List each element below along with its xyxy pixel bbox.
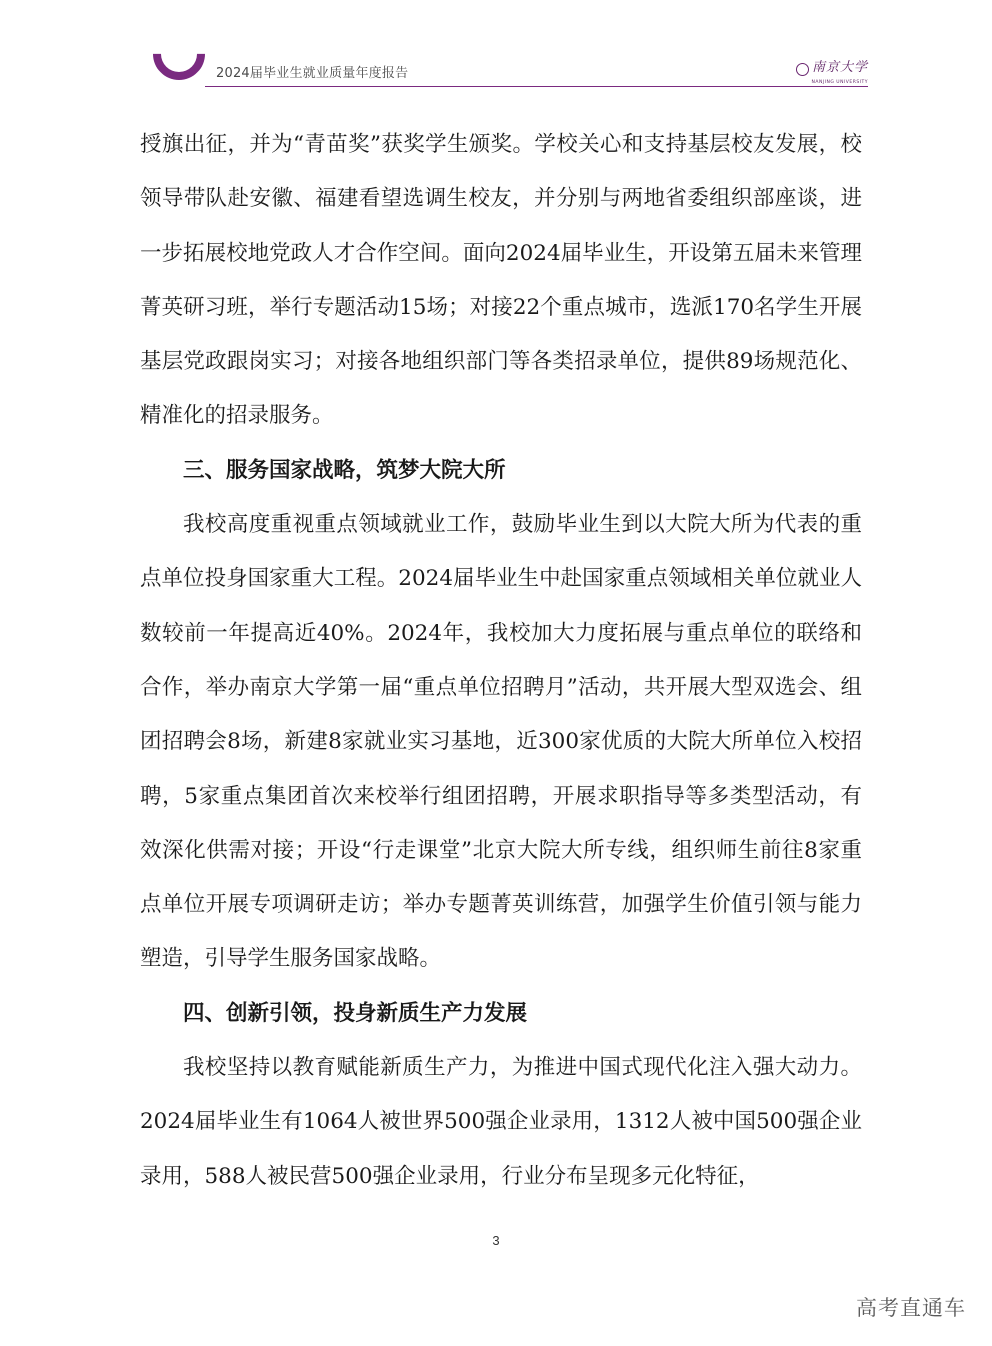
university-seal-icon	[796, 63, 809, 76]
page-number: 3	[492, 1233, 500, 1248]
section-heading-4: 四、创新引领，投身新质生产力发展	[183, 1000, 528, 1026]
logo-text: 南京大学	[811, 60, 868, 75]
document-body	[140, 118, 862, 1204]
logo-subtext: NANJING UNIVERSITY	[811, 80, 868, 85]
section-heading-3: 三、服务国家战略，筑梦大院大所	[183, 457, 506, 483]
paragraph-section-4: 我校坚持以教育赋能新质生产力，为推进中国式现代化注入强大动力。2024届毕业生有1064人被世界500强企业录用，1312人被中国500强企业录用，588人被民营500强企业录用，行业分布呈现多元化特征，	[140, 1055, 862, 1189]
paragraph-section-3: 我校高度重视重点领域就业工作，鼓励毕业生到以大院大所为代表的重点单位投身国家重大工程。2024届毕业生中赴国家重点领域相关单位就业人数较前一年提高近40%。2024年，我校加大力度拓展与重点单位的联络和合作，举办南京大学第一届“重点单位招聘月”活动，共开展大型双选会、组团招聘会8场，新建8家就业实习基地，近300家优质的大院大所单位入校招聘，5家重点集团首次来校举行组团招聘，开展求职指导等多类型活动，有效深化供需对接；开设“行走课堂”北京大院大所专线，组织师生前往8家重点单位开展专项调研走访；举办专题菁英训练营，加强学生价值引领与能力塑造，引导学生服务国家战略。	[140, 512, 862, 972]
report-title: 2024届毕业生就业质量年度报告	[216, 66, 409, 81]
header-arc-decoration	[150, 8, 206, 88]
watermark: 高考直通车	[856, 1296, 966, 1320]
university-logo	[788, 60, 868, 90]
header-rule	[205, 86, 868, 87]
paragraph-continued: 授旗出征，并为“青苗奖”获奖学生颁奖。学校关心和支持基层校友发展，校领导带队赴安徽、福建看望选调生校友，并分别与两地省委组织部座谈，进一步拓展校地党政人才合作空间。面向2024届毕业生，开设第五届未来管理菁英研习班，举行专题活动15场；对接22个重点城市，选派170名学生开展基层党政跟岗实习；对接各地组织部门等各类招录单位，提供89场规范化、精准化的招录服务。	[140, 132, 862, 429]
